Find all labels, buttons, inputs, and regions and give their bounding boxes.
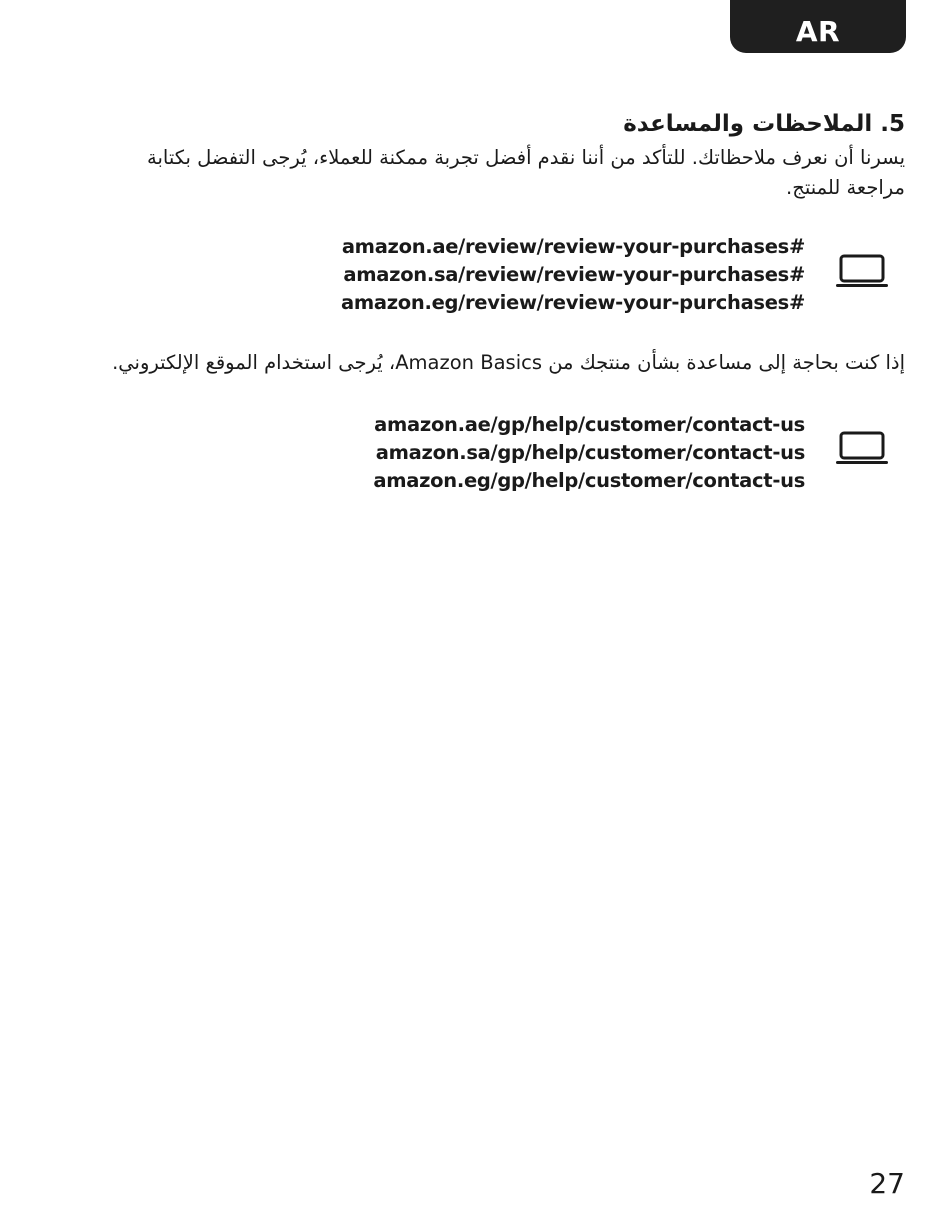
section-heading: 5. الملاحظات والمساعدة <box>623 111 905 137</box>
language-tab <box>730 0 906 53</box>
help-link-sa[interactable]: amazon.sa/gp/help/customer/contact-us <box>375 441 805 464</box>
intro-paragraph: يسرنا أن نعرف ملاحظاتك. للتأكد من أننا نقدم أفضل تجربة ممكنة للعملاء، يُرجى التفضل بكتابة مراجعة للمنتج. <box>147 146 905 199</box>
review-links <box>341 233 805 317</box>
review-link-sa[interactable]: amazon.sa/review/review-your-purchases# <box>343 263 805 286</box>
review-link-eg[interactable]: amazon.eg/review/review-your-purchases# <box>341 291 805 314</box>
language-tab-label: AR <box>795 15 841 48</box>
help-link-eg[interactable]: amazon.eg/gp/help/customer/contact-us <box>373 469 805 492</box>
laptop-icon <box>835 253 889 289</box>
help-link-ae[interactable]: amazon.ae/gp/help/customer/contact-us <box>374 413 805 436</box>
review-link-ae[interactable]: amazon.ae/review/review-your-purchases# <box>341 235 805 258</box>
help-paragraph: إذا كنت بحاجة إلى مساعدة بشأن منتجك من Amazon Basics، يُرجى استخدام الموقع الإلكتروني. <box>112 351 905 374</box>
help-links <box>373 411 805 495</box>
laptop-icon <box>835 430 889 466</box>
page-number: 27 <box>869 1167 905 1200</box>
